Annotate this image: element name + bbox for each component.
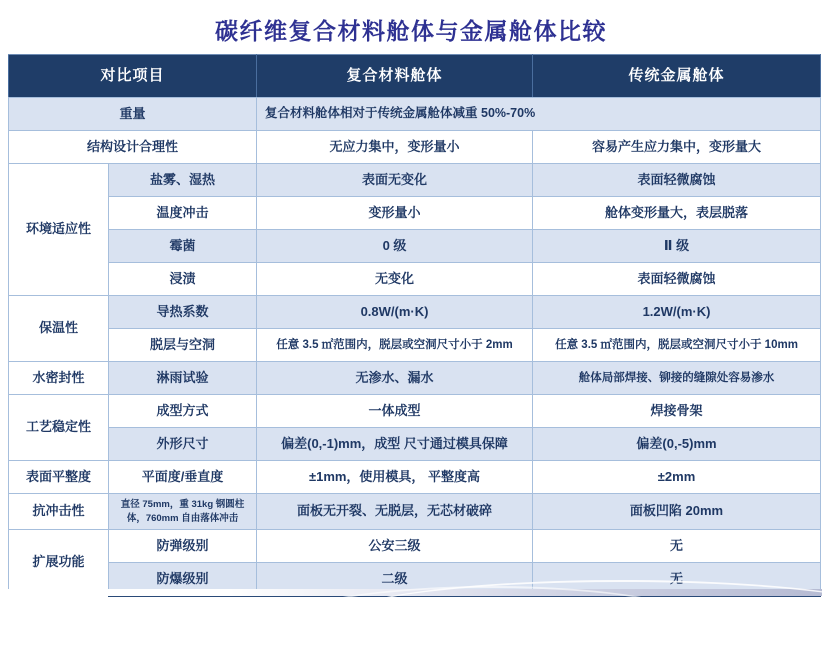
cell-category: 工艺稳定性 <box>9 395 109 461</box>
table-row <box>9 461 821 494</box>
swoosh-arc <box>282 586 702 660</box>
cell-composite: 无变化 <box>257 263 533 296</box>
cell-metal: 表面轻微腐蚀 <box>533 164 821 197</box>
cell-composite: 一体成型 <box>257 395 533 428</box>
cell-subitem: 平面度/垂直度 <box>109 461 257 494</box>
cell-composite: 面板无开裂、无脱层，无芯材破碎 <box>257 494 533 530</box>
header-compare-item: 对比项目 <box>9 55 257 98</box>
cell-subitem: 淋雨试验 <box>109 362 257 395</box>
table-row <box>9 98 821 131</box>
header-metal-cabin: 传统金属舱体 <box>533 55 821 98</box>
table-row <box>9 428 821 461</box>
table-header-row <box>9 55 821 98</box>
cell-metal: 容易产生应力集中，变形量大 <box>533 131 821 164</box>
cell-metal: 偏差(0,-5)mm <box>533 428 821 461</box>
cell-category: 水密封性 <box>9 362 109 395</box>
cell-composite: 二级 <box>257 563 533 596</box>
table-row <box>9 296 821 329</box>
cell-metal: 任意 3.5 ㎡范围内，脱层或空洞尺寸小于 10mm <box>533 329 821 362</box>
cell-composite: 任意 3.5 ㎡范围内，脱层或空洞尺寸小于 2mm <box>257 329 533 362</box>
cell-subitem: 防弹级别 <box>109 530 257 563</box>
cell-category: 结构设计合理性 <box>9 131 257 164</box>
cell-composite: 偏差(0,-1)mm，成型 尺寸通过模具保障 <box>257 428 533 461</box>
cell-subitem: 成型方式 <box>109 395 257 428</box>
table-row <box>9 362 821 395</box>
header-composite-cabin: 复合材料舱体 <box>257 55 533 98</box>
table-row <box>9 329 821 362</box>
cell-metal: 1.2W/(m·K) <box>533 296 821 329</box>
cell-category: 保温性 <box>9 296 109 362</box>
cell-metal: 面板凹陷 20mm <box>533 494 821 530</box>
table-row <box>9 164 821 197</box>
table-row <box>9 131 821 164</box>
cell-metal: 舱体局部焊接、铆接的缝隙处容易渗水 <box>533 362 821 395</box>
cell-subitem: 浸渍 <box>109 263 257 296</box>
cell-subitem: 脱层与空洞 <box>109 329 257 362</box>
cell-category: 环境适应性 <box>9 164 109 296</box>
table-row <box>9 530 821 563</box>
table-row <box>9 395 821 428</box>
cell-composite: ±1mm，使用模具， 平整度高 <box>257 461 533 494</box>
cell-composite: 0.8W/(m·K) <box>257 296 533 329</box>
comparison-table <box>8 54 821 597</box>
cell-category: 抗冲击性 <box>9 494 109 530</box>
cell-category: 扩展功能 <box>9 530 109 596</box>
slide-bottom-swoosh <box>0 589 822 596</box>
cell-category: 表面平整度 <box>9 461 109 494</box>
cell-metal: 表面轻微腐蚀 <box>533 263 821 296</box>
cell-subitem: 防爆级别 <box>109 563 257 596</box>
cell-category: 重量 <box>9 98 257 131</box>
cell-metal: 无 <box>533 530 821 563</box>
table-row <box>9 230 821 263</box>
cell-metal: 无 <box>533 563 821 596</box>
cell-subitem: 温度冲击 <box>109 197 257 230</box>
cell-subitem: 导热系数 <box>109 296 257 329</box>
cell-composite: 无应力集中，变形量小 <box>257 131 533 164</box>
cell-composite: 变形量小 <box>257 197 533 230</box>
cell-composite: 无渗水、漏水 <box>257 362 533 395</box>
page-title: 碳纤维复合材料舱体与金属舱体比较 <box>215 18 607 44</box>
cell-subitem: 霉菌 <box>109 230 257 263</box>
table-row <box>9 197 821 230</box>
cell-metal: Ⅱ 级 <box>533 230 821 263</box>
cell-composite: 表面无变化 <box>257 164 533 197</box>
cell-subitem: 盐雾、湿热 <box>109 164 257 197</box>
table-row <box>9 263 821 296</box>
cell-subitem: 直径 75mm，重 31kg 钢圆柱体，760mm 自由落体冲击 <box>109 494 257 530</box>
cell-subitem: 外形尺寸 <box>109 428 257 461</box>
cell-merged-value: 复合材料舱体相对于传统金属舱体减重 50%-70% <box>257 98 821 131</box>
cell-metal: 焊接骨架 <box>533 395 821 428</box>
cell-composite: 0 级 <box>257 230 533 263</box>
cell-metal: ±2mm <box>533 461 821 494</box>
table-row <box>9 494 821 530</box>
cell-composite: 公安三级 <box>257 530 533 563</box>
cell-metal: 舱体变形量大，表层脱落 <box>533 197 821 230</box>
